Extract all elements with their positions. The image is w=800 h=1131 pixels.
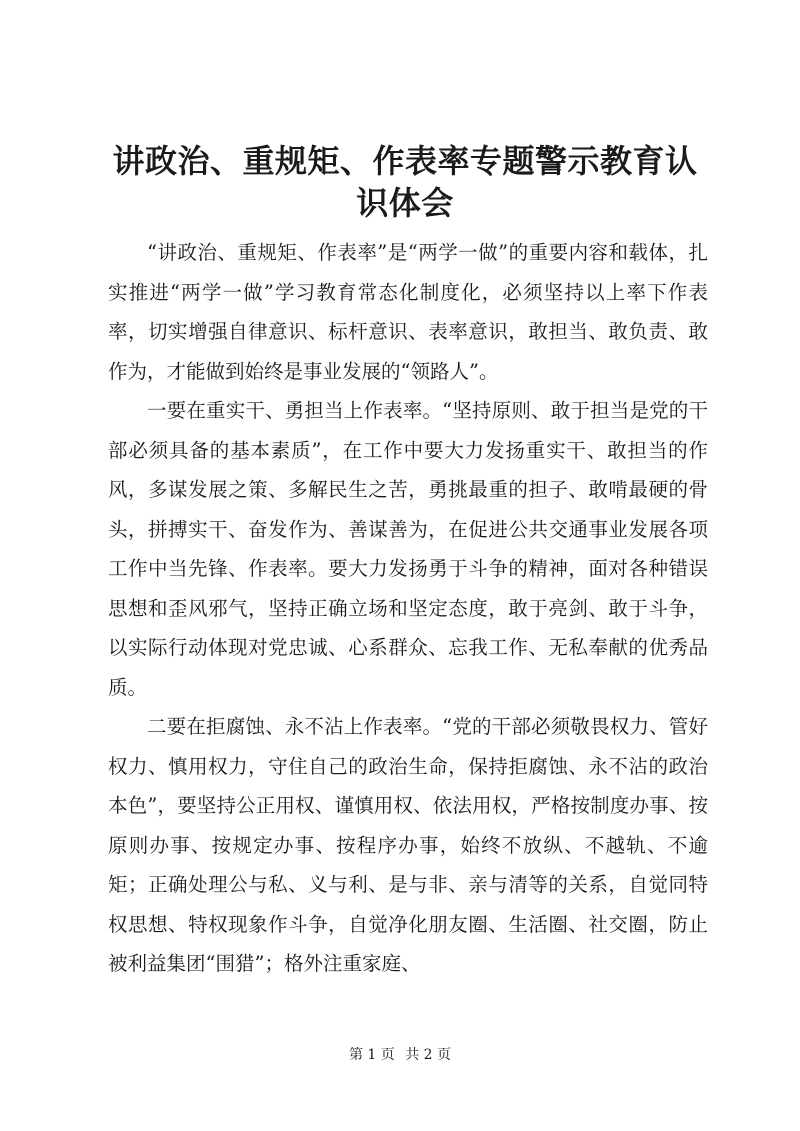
- page-footer: [0, 1046, 800, 1064]
- document-title: 讲政治、重规矩、作表率专题警示教育认识体会: [112, 142, 698, 222]
- document-body: [108, 233, 708, 984]
- paragraph-intro: “讲政治、重规矩、作表率”是“两学一做”的重要内容和载体，扎实推进“两学一做”学习教育常态化制度化，必须坚持以上率下作表率，切实增强自律意识、标杆意识、表率意识，敢担当、敢负责、敢作为，才能做到始终是事业发展的“领路人”。: [108, 241, 708, 383]
- page-number: 第 1 页: [348, 1047, 395, 1063]
- paragraph-point-one: 一要在重实干、勇担当上作表率。“坚持原则、敢于担当是党的干部必须具备的基本素质”，在工作中要大力发扬重实干、敢担当的作风，多谋发展之策、多解民生之苦，勇挑最重的担子、敢啃最硬的骨头，拼搏实干、奋发作为、善谋善为，在促进公共交通事业发展各项工作中当先锋、作表率。要大力发扬勇于斗争的精神，面对各种错误思想和歪风邪气，坚持正确立场和坚定态度，敢于亮剑、敢于斗争，以实际行动体现对党忠诚、心系群众、忘我工作、无私奉献的优秀品质。: [108, 399, 708, 699]
- paragraph-point-two: 二要在拒腐蚀、永不沾上作表率。“党的干部必须敬畏权力、管好权力、慎用权力，守住自己的政治生命，保持拒腐蚀、永不沾的政治本色”，要坚持公正用权、谨慎用权、依法用权，严格按制度办事、按原则办事、按规定办事、按程序办事，始终不放纵、不越轨、不逾矩；正确处理公与私、义与利、是与非、亲与清等的关系，自觉同特权思想、特权现象作斗争，自觉净化朋友圈、生活圈、社交圈，防止被利益集团“围猎”；格外注重家庭、: [108, 715, 708, 975]
- page-total: 共 2 页: [405, 1047, 452, 1063]
